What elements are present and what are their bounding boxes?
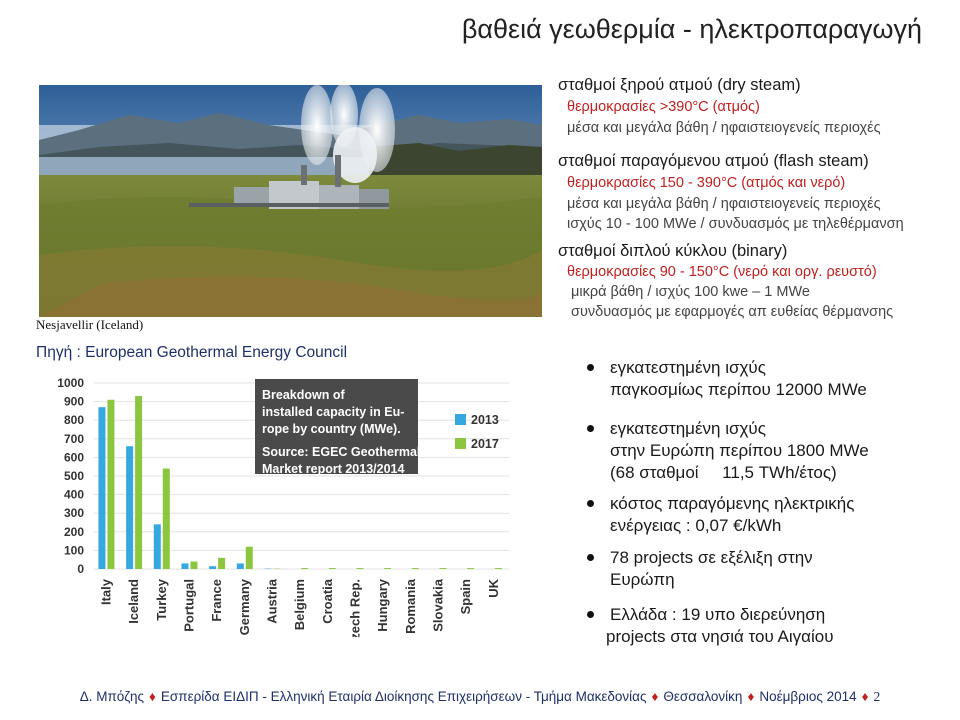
- x-tick-label: Croatia: [319, 579, 335, 624]
- y-tick-label: 500: [63, 469, 84, 483]
- x-tick-label: Romania: [402, 579, 418, 634]
- footer: [0, 689, 960, 705]
- section-3-line: μικρά βάθη / ισχύς 100 kwe – 1 MWe: [571, 284, 810, 300]
- bar-2013-italy: [98, 407, 105, 569]
- bar-2017-hungary: [384, 568, 391, 569]
- y-tick-label: 400: [63, 487, 84, 502]
- section-2-line: μέσα και μεγάλα βάθη / ηφαιστειογενείς περιοχές: [567, 196, 881, 212]
- bullet-5: [606, 604, 834, 648]
- bar-2013-portugal: [181, 563, 188, 569]
- bullet-line: παγκοσμίως περίπου 12000 MWe: [610, 380, 867, 399]
- x-tick-label: Austria: [264, 579, 280, 624]
- x-tick-label: Slovakia: [430, 579, 446, 632]
- section-1-red: θερμοκρασίες >390°C (ατμός): [567, 99, 760, 115]
- x-tick-label: Italy: [98, 579, 114, 606]
- x-tick-label: Spain: [458, 579, 474, 615]
- bar-2017-italy: [107, 400, 114, 569]
- photo-illustration: [39, 85, 542, 317]
- bullet-3: [610, 493, 854, 537]
- footer-author: Δ. Μπόζης: [79, 689, 145, 704]
- bullet-line: κόστος παραγόμενης ηλεκτρικής: [610, 494, 855, 513]
- bullet-4: [610, 547, 813, 591]
- section-2-heading: σταθμοί παραγόμενου ατμού (flash steam): [558, 152, 869, 170]
- bullet-line: εγκατεστημένη ισχύς: [610, 419, 766, 438]
- y-tick-label: 700: [63, 431, 84, 446]
- page-number: 2: [873, 689, 881, 704]
- bar-2013-germany: [237, 563, 244, 569]
- x-tick-label: Czech Rep.: [347, 579, 363, 637]
- x-tick-label: Iceland: [126, 579, 142, 624]
- chart-title-line: Source: EGEC Geothermal: [262, 445, 421, 459]
- bullet-dot: [587, 611, 594, 618]
- x-tick-label: France: [209, 579, 225, 622]
- y-tick-label: 100: [63, 543, 84, 558]
- slide-title: βαθειά γεωθερμία - ηλεκτροπαραγωγή: [461, 14, 922, 44]
- section-3-heading: σταθμοί διπλού κύκλου (binary): [558, 242, 788, 260]
- bullet-dot: [587, 364, 594, 371]
- x-tick-label: Portugal: [181, 579, 197, 632]
- bar-2017-belgium: [301, 568, 308, 569]
- bar-2017-germany: [246, 547, 253, 569]
- bullet-line: ενέργειας : 0,07 €/kWh: [610, 516, 782, 535]
- legend-swatch-2017: [455, 438, 466, 449]
- chart-title-line: Breakdown of: [262, 388, 345, 402]
- chart-title-line: installed capacity in Eu-: [262, 405, 405, 419]
- bullet-line: projects στα νησιά του Αιγαίου: [606, 627, 834, 646]
- y-tick-label: 0: [77, 562, 84, 576]
- section-1-heading: σταθμοί ξηρού ατμού (dry steam): [558, 76, 801, 94]
- y-tick-label: 600: [63, 450, 84, 465]
- bullet-line: Ευρώπη: [610, 570, 675, 589]
- bullet-dot: [587, 425, 594, 432]
- bar-2017-turkey: [163, 469, 170, 569]
- capacity-chart: [39, 369, 523, 637]
- footer-date: Νοέμβριος 2014: [759, 689, 857, 704]
- bullet-line: (68 σταθμοί 11,5 TWh/έτος): [610, 463, 837, 482]
- chart-title-line: rope by country (MWe).: [262, 422, 401, 436]
- bar-2017-spain: [467, 568, 474, 569]
- bullet-line: εγκατεστημένη ισχύς: [610, 358, 766, 377]
- y-tick-label: 900: [63, 394, 84, 409]
- footer-event: Εσπερίδα ΕΙΔΙΠ - Ελληνική Εταιρία Διοίκησης Επιχειρήσεων - Τμήμα Μακεδονίας: [160, 689, 647, 704]
- bullet-dot: [587, 554, 594, 561]
- chart-svg: [39, 369, 523, 637]
- legend-label-2013: 2013: [471, 413, 499, 427]
- bullet-1: [610, 357, 867, 401]
- diamond-icon: ♦: [651, 689, 659, 704]
- legend-label-2017: 2017: [471, 437, 499, 451]
- bar-2017-slovakia: [439, 568, 446, 569]
- section-2-line: ισχύς 10 - 100 MWe / συνδυασμός με τηλεθέρμανση: [567, 216, 904, 232]
- y-tick-label: 1000: [57, 376, 84, 390]
- bullet-line: 78 projects σε εξέλιξη στην: [610, 548, 813, 567]
- y-tick-label: 800: [63, 413, 84, 428]
- y-tick-label: 300: [63, 506, 84, 521]
- geothermal-plant-photo: [39, 85, 542, 317]
- bar-2017-france: [218, 558, 225, 569]
- source-text: Πηγή : European Geothermal Energy Council: [36, 344, 348, 361]
- diamond-icon: ♦: [747, 689, 755, 704]
- x-tick-label: Germany: [236, 579, 252, 636]
- bar-2013-france: [209, 566, 216, 569]
- x-tick-label: Hungary: [375, 579, 391, 632]
- legend-swatch-2013: [455, 414, 466, 425]
- x-tick-label: Turkey: [153, 579, 169, 621]
- bullet-line: Ελλάδα : 19 υπο διερεύνηση: [610, 605, 826, 624]
- x-tick-label: UK: [485, 579, 501, 598]
- bar-2013-iceland: [126, 446, 133, 569]
- section-2-red: θερμοκρασίες 150 - 390°C (ατμός και νερό): [567, 175, 846, 191]
- bar-2017-iceland: [135, 396, 142, 569]
- bar-2017-portugal: [190, 562, 197, 569]
- section-1-line: μέσα και μεγάλα βάθη / ηφαιστειογενείς περιοχές: [567, 120, 881, 136]
- bar-2013-turkey: [154, 524, 161, 569]
- diamond-icon: ♦: [149, 689, 156, 704]
- section-3-red: θερμοκρασίες 90 - 150°C (νερό και οργ. ρευστό): [567, 264, 877, 280]
- photo-caption: Nesjavellir (Iceland): [36, 317, 144, 332]
- bullet-dot: [587, 500, 594, 507]
- section-3-line: συνδυασμός με εφαρμογές απ ευθείας θέρμανσης: [571, 304, 894, 320]
- bar-2017-czech-rep-: [356, 568, 363, 569]
- bar-2017-croatia: [329, 568, 336, 569]
- bar-2017-uk: [495, 568, 502, 569]
- diamond-icon: ♦: [861, 689, 869, 704]
- x-tick-label: Belgium: [292, 579, 308, 631]
- chart-title-line: Market report 2013/2014: [262, 462, 405, 476]
- bar-2017-romania: [412, 568, 419, 569]
- y-tick-label: 200: [63, 524, 84, 539]
- bullet-line: στην Ευρώπη περίπου 1800 MWe: [610, 441, 869, 460]
- footer-place: Θεσσαλονίκη: [663, 689, 743, 704]
- bullet-2: [610, 418, 869, 484]
